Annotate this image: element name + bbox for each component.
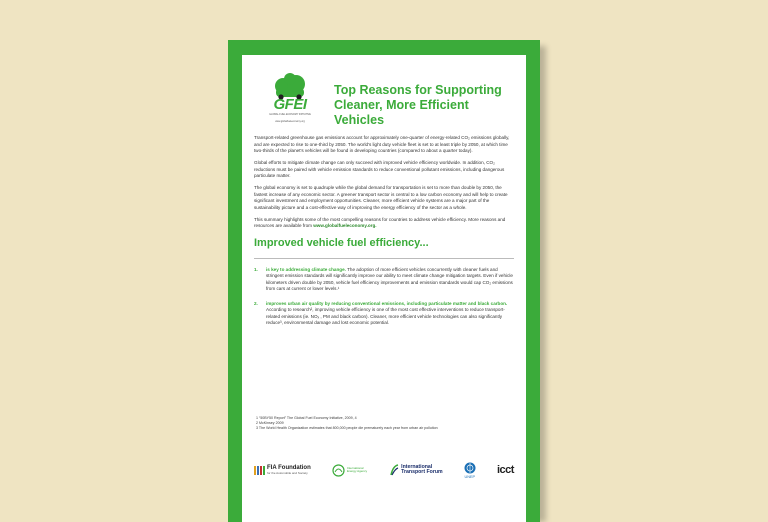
item-number: 1. bbox=[254, 266, 258, 272]
document-frame bbox=[228, 40, 540, 522]
intro-paragraph-2: Global efforts to mitigate climate change can only succeed with improved vehicle efficiency worldwide. In addition, CO₂ reductions must be paired with vehicle emission standards to reduce conventional pollutant emissions, including dangerous particulate matter. bbox=[254, 160, 505, 178]
intro-paragraph-1: Transport-related greenhouse gas emissions account for approximately one-quarter of energy-related CO₂ emissions globally, and are expected to rise to one-third by 2050. The world's light duty vehicle fleet is set to at least triple by 2050, at which time two-thirds of the planet's vehicles will be found in developing countries (compared to about a quarter today). bbox=[254, 135, 510, 153]
iea-name: International Energy Agency bbox=[346, 465, 368, 473]
logo-wordmark: GFEI bbox=[273, 96, 307, 113]
footnote-2: 2 McKinsey 2009 bbox=[256, 421, 284, 425]
logo-url: www.globalfueleconomy.org bbox=[275, 120, 305, 123]
summary-paragraph bbox=[254, 217, 514, 230]
iea-circle-icon bbox=[332, 464, 345, 477]
icct-logo: icct bbox=[496, 464, 514, 476]
un-globe-icon bbox=[464, 462, 476, 474]
footnote-3: 3 The World Health Organization estimates that 800,000 people die prematurely each year from urban air pollution bbox=[256, 426, 438, 430]
list-item bbox=[254, 301, 514, 327]
list-item bbox=[254, 267, 514, 293]
logo-subtitle: GLOBAL FUEL ECONOMY INITIATIVE bbox=[269, 113, 311, 116]
itf-line-2: Transport Forum bbox=[401, 469, 443, 475]
fia-subtitle: for the Automobile and Society bbox=[267, 471, 308, 475]
itf-line-1: International bbox=[401, 463, 433, 470]
partner-logos bbox=[254, 450, 514, 490]
iea-logo bbox=[332, 464, 369, 477]
fia-foundation-logo bbox=[254, 465, 311, 476]
item-number: 2. bbox=[254, 300, 258, 306]
document-page bbox=[242, 55, 526, 522]
item-body: The adoption of more efficient vehicles concurrently with cleaner fuels and stringent emission standards will significantly improve our ability to meet climate change mitigation targets. Even if vehicle kilometers driven double by 2050, vehicle fuel efficiency improvements and emission standards would cap CO₂ emissions from cars at current or lower levels.¹ bbox=[266, 266, 513, 291]
gfei-logo bbox=[266, 73, 314, 129]
item-lead: is key to addressing climate change. bbox=[266, 266, 346, 272]
section-subheading: Improved vehicle fuel efficiency... bbox=[254, 236, 429, 249]
website-link[interactable]: www.globalfueleconomy.org. bbox=[313, 223, 377, 228]
item-text bbox=[266, 301, 514, 327]
item-lead: improves urban air quality by reducing conventional emissions, including particulate matter and black carbon. bbox=[266, 300, 508, 306]
fia-stripes-icon bbox=[254, 465, 265, 476]
footnote-1: 1 “50BY50 Report” The Global Fuel Economy Initiative, 2009, 4 bbox=[256, 416, 357, 420]
itf-swoosh-icon bbox=[390, 464, 399, 476]
document-body bbox=[254, 135, 514, 327]
document-header bbox=[256, 73, 512, 135]
item-body: According to research², improving vehicle efficiency is one of the most cost effective interventions to reduce transport-related emissions (ie. NOₓ , PM and black carbon). Cleaner, more efficient vehicle technologies can also significantly reduce³, environmental damage and lost economic potential. bbox=[266, 307, 505, 325]
item-text bbox=[266, 267, 514, 293]
footnotes bbox=[256, 416, 512, 431]
divider bbox=[254, 258, 514, 259]
fia-name: FIA Foundation bbox=[267, 465, 311, 471]
intro-paragraph-3: The global economy is set to quadruple while the global demand for transportation is set to more than double by 2050, the fastest increase of any economic sector. A greener transport sector is central to a low carbon economy and will help to create significant investment and employment opportunities. Cleaner, more efficient vehicle systems are a major part of the sustainability picture and a cost-effective way of improving the energy efficiency of the sector as a whole. bbox=[254, 185, 508, 210]
unep-logo bbox=[464, 462, 476, 479]
unep-name: UNEP bbox=[464, 474, 476, 479]
summary-text: This summary highlights some of the most compelling reasons for countries to address vehicle efficiency. More reasons and resources are available from bbox=[254, 216, 506, 228]
itf-logo bbox=[390, 464, 443, 476]
document-title: Top Reasons for Supporting Cleaner, More Efficient Vehicles bbox=[334, 83, 502, 127]
